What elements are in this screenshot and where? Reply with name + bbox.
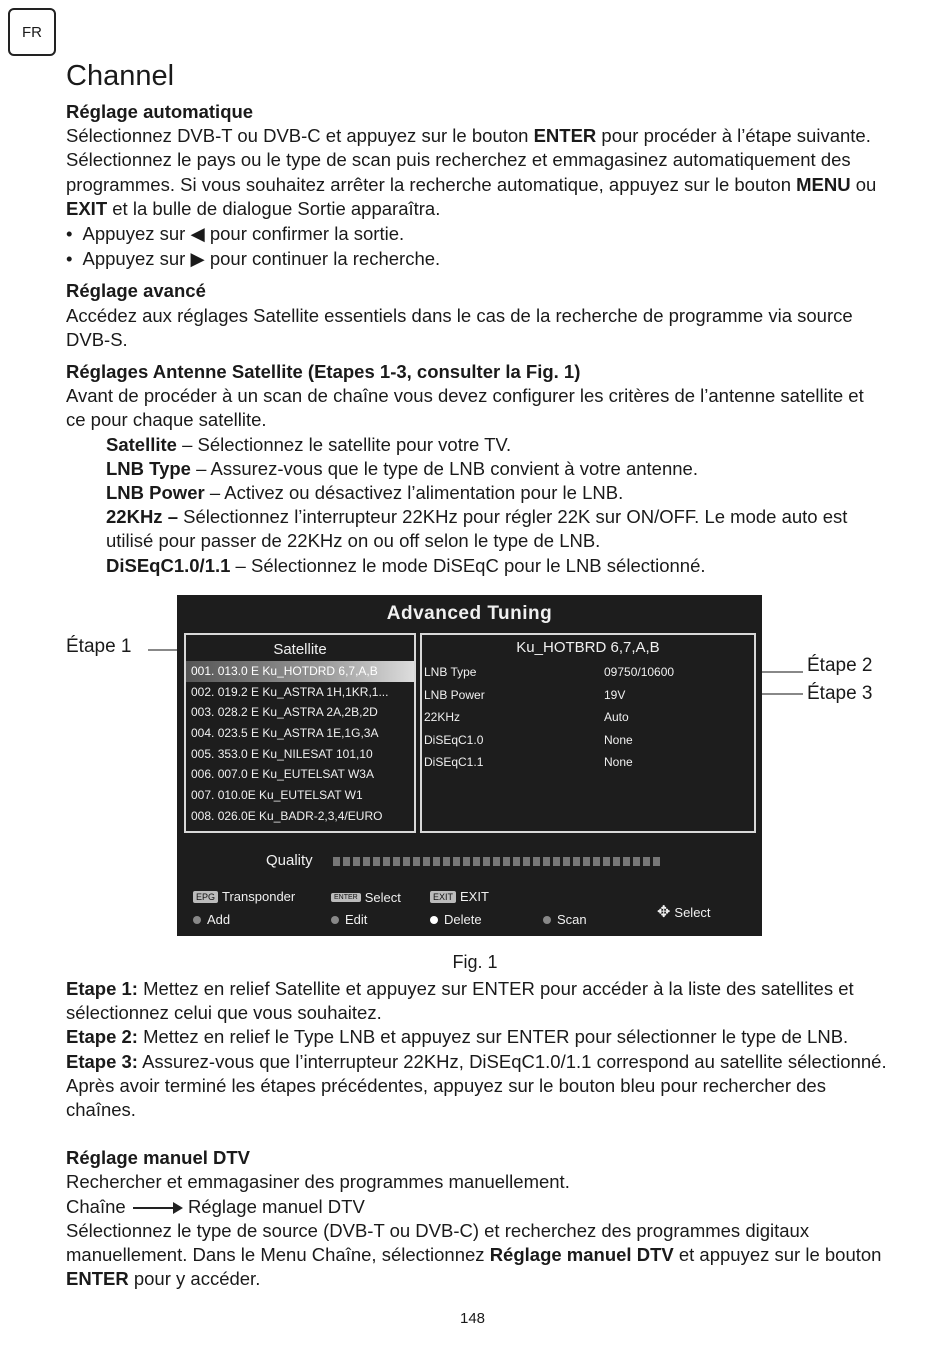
antenna-item: LNB Power – Activez ou désactivez l’alimentation pour le LNB. bbox=[106, 482, 624, 504]
antenna-item: DiSEqC1.0/1.1 – Sélectionnez le mode DiSEqC pour le LNB sélectionné. bbox=[106, 554, 706, 576]
bullet-confirm: • Appuyez sur ◀ pour confirmer la sortie. bbox=[66, 223, 405, 245]
param-22khz[interactable]: 22KHz Auto bbox=[424, 710, 629, 724]
scan-hint: Scan bbox=[543, 912, 587, 927]
params-header: Ku_HOTBRD 6,7,A,B bbox=[516, 639, 660, 656]
dot-icon bbox=[331, 916, 339, 924]
figure-caption: Fig. 1 bbox=[452, 952, 498, 972]
param-lnb-power[interactable]: LNB Power 19V bbox=[424, 687, 626, 702]
antenna-item: 22KHz – Sélectionnez l’interrupteur 22KHz pour régler 22K sur ON/OFF. Le mode auto est utilisé pour passer de 22KHz on ou off selon le type de LNB. bbox=[106, 506, 848, 552]
satellite-row-selected[interactable]: 001. 013.0 E Ku_HOTDRD 6,7,A,B bbox=[186, 661, 414, 682]
lower-content bbox=[66, 977, 896, 1291]
dot-icon bbox=[430, 916, 438, 924]
satellite-row[interactable]: 007. 010.0E Ku_EUTELSAT W1 bbox=[191, 788, 363, 803]
callout-step-3: Étape 3 bbox=[807, 683, 873, 704]
screen-title: Advanced Tuning bbox=[386, 603, 553, 624]
page-number: 148 bbox=[459, 1310, 486, 1327]
step-1: Etape 1: Mettez en relief Satellite et appuyez sur ENTER pour accéder à la liste des satellites et sélectionnez celui que vous souhaitez. bbox=[66, 978, 854, 1024]
satellite-row[interactable]: 002. 019.2 E Ku_ASTRA 1H,1KR,1... bbox=[191, 684, 389, 699]
satellite-params-panel bbox=[420, 633, 756, 833]
auto-text: Sélectionnez DVB-T ou DVB-C et appuyez sur le bouton ENTER pour procéder à l’étape suivante. Sélectionnez le pays ou le type de scan puis recherchez et emmagasinez automatiquement des programmes. Si vous souhaitez arrêter la recherche automatique, appuyez sur le bouton MENU ou EXIT et la bulle de dialogue Sortie apparaîtra. bbox=[66, 125, 877, 219]
antenna-item: Satellite – Sélectionnez le satellite pour votre TV. bbox=[106, 433, 512, 455]
callout-step-1: Étape 1 bbox=[66, 636, 132, 657]
arrow-icon bbox=[133, 1207, 181, 1209]
satellite-row[interactable]: 006. 007.0 E Ku_EUTELSAT W3A bbox=[191, 767, 374, 782]
satellite-list-header: Satellite bbox=[273, 641, 327, 658]
bullet-continue: • Appuyez sur ▶ pour continuer la recherche. bbox=[66, 248, 441, 270]
quality-bar bbox=[333, 857, 661, 866]
manual-path: Chaîne Réglage manuel DTV bbox=[66, 1195, 365, 1217]
manual-text: Sélectionnez le type de source (DVB-T ou DVB-C) et recherchez des programmes digitaux manuellement. Dans le Menu Chaîne, sélectionnez Réglage manuel DTV et appuyez sur le bouton ENTER pour y accéder. bbox=[66, 1219, 882, 1290]
satellite-row[interactable]: 005. 353.0 E Ku_NILESAT 101,10 bbox=[191, 746, 373, 761]
satellite-row[interactable]: 004. 023.5 E Ku_ASTRA 1E,1G,3A bbox=[191, 726, 379, 741]
callout-step-2: Étape 2 bbox=[807, 655, 873, 676]
antenna-text: Avant de procéder à un scan de chaîne vous devez configurer les critères de l’antenne satellite et ce pour chaque satellite. bbox=[66, 385, 864, 431]
satellite-row[interactable]: 008. 026.0E Ku_BADR-2,3,4/EURO bbox=[191, 808, 383, 823]
antenna-heading: Réglages Antenne Satellite (Etapes 1-3, consulter la Fig. 1) bbox=[66, 361, 581, 383]
main-content bbox=[66, 58, 886, 578]
manual-line-1: Rechercher et emmagasiner des programmes manuellement. bbox=[66, 1171, 570, 1193]
adv-heading: Réglage avancé bbox=[66, 280, 206, 302]
auto-heading: Réglage automatique bbox=[66, 101, 254, 122]
page-title: Channel bbox=[66, 60, 175, 92]
satellite-row[interactable]: 003. 028.2 E Ku_ASTRA 2A,2B,2D bbox=[191, 705, 378, 720]
param-lnb-type[interactable]: LNB Type 09750/10600 bbox=[424, 665, 675, 679]
edit-hint: Edit bbox=[331, 912, 367, 927]
param-diseqc10[interactable]: DiSEqC1.0 None bbox=[424, 732, 633, 747]
language-tab: FR bbox=[8, 8, 56, 56]
quality-label: Quality bbox=[266, 852, 313, 869]
epg-transponder-hint: EPG Transponder bbox=[193, 889, 295, 904]
exit-hint: EXIT EXIT bbox=[430, 889, 489, 904]
adv-text: Accédez aux réglages Satellite essentiels dans le cas de la recherche de programme via source DVB-S. bbox=[66, 304, 853, 350]
enter-select-hint: ENTER Select bbox=[331, 890, 401, 905]
delete-hint: Delete bbox=[430, 912, 482, 927]
advanced-tuning-screen bbox=[177, 595, 762, 936]
nav-select-hint: ✥ Select bbox=[657, 904, 711, 921]
satellite-list-panel bbox=[184, 633, 416, 833]
add-hint: Add bbox=[193, 912, 230, 927]
antenna-items bbox=[66, 433, 886, 578]
dot-icon bbox=[543, 916, 551, 924]
antenna-item: LNB Type – Assurez-vous que le type de LNB convient à votre antenne. bbox=[106, 457, 698, 479]
param-diseqc11[interactable]: DiSEqC1.1 None bbox=[424, 755, 633, 769]
step-2: Etape 2: Mettez en relief le Type LNB et appuyez sur ENTER pour sélectionner le type de LNB. bbox=[66, 1026, 849, 1048]
dot-icon bbox=[193, 916, 201, 924]
manual-heading: Réglage manuel DTV bbox=[66, 1147, 251, 1169]
step-3: Etape 3: Assurez-vous que l’interrupteur 22KHz, DiSEqC1.0/1.1 correspond au satellite sélectionné. Après avoir terminé les étapes précédentes, appuyez sur le bouton bleu pour rechercher des chaînes. bbox=[66, 1050, 887, 1121]
dpad-icon: ✥ bbox=[657, 904, 671, 921]
